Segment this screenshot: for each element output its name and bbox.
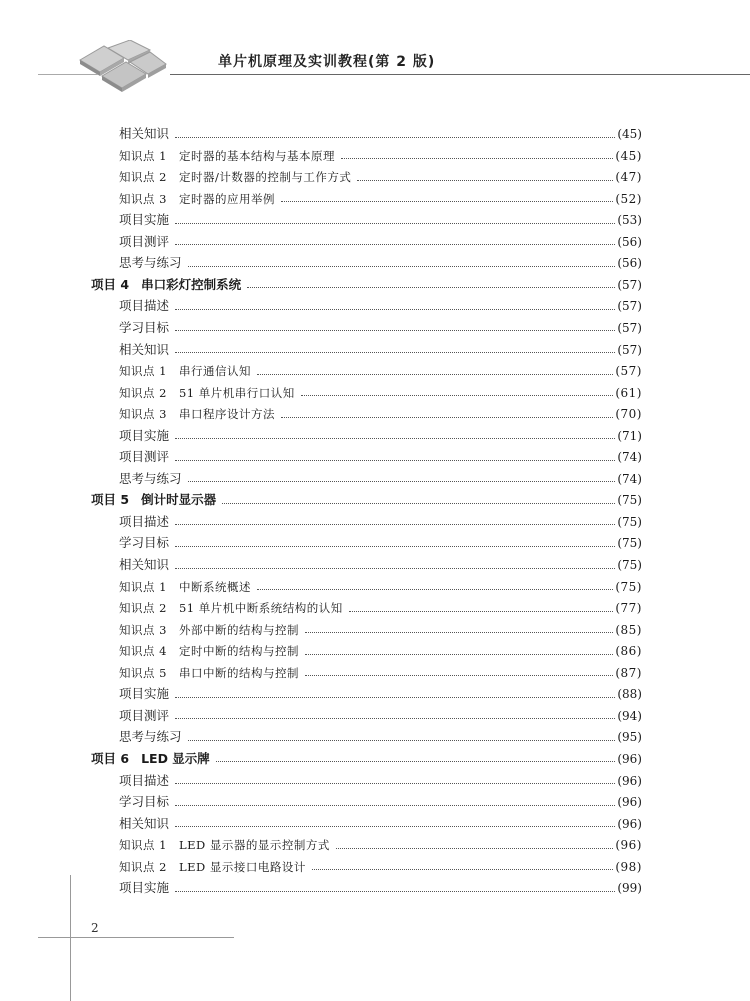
toc-label: 知识点 4 [119, 644, 167, 659]
toc-page-number: (56) [617, 256, 642, 271]
header-rule-left [38, 74, 98, 75]
toc-knowledge-row[interactable] [119, 404, 642, 424]
footer-rule [38, 937, 234, 938]
toc-section-row[interactable] [119, 512, 642, 532]
dot-leader [188, 740, 616, 741]
toc-label: 思考与练习 [119, 255, 182, 271]
dot-leader [281, 201, 613, 202]
toc-title: LED 显示接口电路设计 [178, 859, 306, 874]
toc-label: 项目描述 [119, 513, 170, 529]
dot-leader [175, 783, 615, 784]
toc-knowledge-row[interactable] [119, 620, 642, 640]
toc-label: 项目实施 [119, 212, 170, 228]
toc-label: 项目 5 [91, 492, 130, 508]
toc-section-row[interactable] [119, 469, 642, 489]
toc-section-row[interactable] [119, 792, 642, 812]
toc-section-row[interactable] [119, 296, 642, 316]
toc-page-number: (75) [615, 579, 642, 594]
dot-leader [175, 438, 615, 439]
dot-leader [341, 158, 613, 159]
toc-page-number: (75) [617, 493, 642, 508]
book-title: 单片机原理及实训教程(第 2 版) [218, 54, 436, 70]
toc-page-number: (94) [617, 708, 642, 723]
dot-leader [301, 395, 614, 396]
toc-label: 知识点 2 [119, 859, 167, 874]
toc-page-number: (75) [617, 536, 642, 551]
toc-page-number: (96) [617, 751, 642, 766]
toc-title: 倒计时显示器 [141, 492, 217, 508]
toc-page-number: (45) [617, 127, 642, 141]
dot-leader [188, 266, 616, 267]
toc-knowledge-row[interactable] [119, 835, 642, 855]
toc-label: 知识点 2 [119, 170, 167, 185]
toc-page-number: (61) [615, 385, 642, 400]
toc-page-number: (77) [615, 601, 642, 616]
toc-label: 项目实施 [119, 427, 170, 443]
toc-page-number: (99) [617, 881, 642, 896]
toc-label: 相关知识 [119, 126, 170, 141]
toc-knowledge-row[interactable] [119, 598, 642, 618]
footer-rule-vertical [70, 875, 71, 1001]
dot-leader [175, 309, 615, 310]
dot-leader [175, 460, 615, 461]
dot-leader [188, 481, 616, 482]
toc-knowledge-row[interactable] [119, 663, 642, 683]
toc-label: 学习目标 [119, 319, 170, 335]
toc-page-number: (45) [615, 148, 642, 163]
toc-label: 思考与练习 [119, 470, 182, 486]
dot-leader [312, 869, 613, 870]
toc-page-number: (75) [617, 558, 642, 572]
dot-leader [357, 180, 613, 181]
toc-title: 51 单片机串行口认知 [178, 385, 295, 400]
toc-page-number: (70) [615, 407, 642, 422]
dot-leader [305, 654, 613, 655]
dot-leader [175, 524, 615, 525]
toc-page-number: (52) [615, 191, 642, 206]
toc-label: 学习目标 [119, 535, 170, 551]
toc-page-number: (71) [617, 428, 642, 443]
toc-section-row[interactable] [119, 426, 642, 446]
toc-title: 串口中断的结构与控制 [178, 665, 299, 680]
toc-label: 知识点 2 [119, 385, 167, 400]
toc-label: 知识点 1 [119, 579, 167, 594]
dot-leader [349, 611, 614, 612]
toc-section-row[interactable] [119, 533, 642, 553]
toc-page-number: (57) [617, 277, 642, 292]
toc-title: 定时器的应用举例 [178, 191, 275, 206]
toc-label: 知识点 3 [119, 622, 167, 637]
dot-leader [175, 330, 615, 331]
toc-section-row[interactable] [119, 814, 642, 834]
dot-leader [222, 503, 615, 504]
toc-page-number: (75) [617, 514, 642, 529]
toc-title: 定时器的基本结构与基本原理 [178, 148, 335, 163]
toc-label: 项目测评 [119, 449, 170, 465]
toc-title: LED 显示器的显示控制方式 [178, 838, 330, 853]
toc-page-number: (57) [617, 342, 642, 357]
page-number: 2 [91, 921, 99, 935]
dot-leader [216, 761, 616, 762]
toc-section-row[interactable] [119, 706, 642, 726]
dot-leader [175, 805, 615, 806]
toc-section-row[interactable] [119, 771, 642, 791]
toc-page-number: (95) [617, 730, 642, 745]
toc-section-row[interactable] [119, 232, 642, 252]
toc-section-row[interactable] [119, 253, 642, 273]
toc-knowledge-row[interactable] [119, 361, 642, 381]
toc-knowledge-row[interactable] [119, 641, 642, 661]
dot-leader [175, 697, 615, 698]
header-rule [170, 74, 750, 75]
toc-title: 串口彩灯控制系统 [141, 276, 242, 292]
dot-leader [175, 546, 615, 547]
toc-label: 知识点 3 [119, 407, 167, 422]
dot-leader [247, 287, 615, 288]
toc-project-row[interactable] [91, 490, 642, 510]
dot-leader [175, 826, 615, 827]
toc-section-row[interactable] [119, 878, 642, 898]
toc-section-row[interactable] [119, 318, 642, 338]
toc-knowledge-row[interactable] [119, 383, 642, 403]
dot-leader [305, 632, 613, 633]
toc-page-number: (74) [617, 471, 642, 486]
toc-page-number: (96) [617, 795, 642, 810]
toc-page-number: (96) [617, 816, 642, 831]
toc-label: 学习目标 [119, 794, 170, 810]
toc-page-number: (88) [617, 687, 642, 702]
dot-leader [175, 223, 615, 224]
toc-knowledge-row[interactable] [119, 189, 642, 209]
toc-page-number: (86) [615, 644, 642, 659]
toc-label: 项目实施 [119, 880, 170, 896]
toc-label: 项目测评 [119, 233, 170, 249]
toc-section-row[interactable] [119, 124, 642, 144]
toc-label: 知识点 3 [119, 191, 167, 206]
toc-title: 51 单片机中断系统结构的认知 [178, 601, 343, 616]
toc-label: 知识点 1 [119, 148, 167, 163]
toc-page-number: (98) [615, 859, 642, 874]
toc-project-row[interactable] [91, 749, 642, 769]
toc-page-number: (96) [615, 838, 642, 853]
toc-label: 项目 6 [91, 750, 130, 766]
toc-title: LED 显示牌 [141, 750, 210, 766]
toc-title: 串行通信认知 [178, 364, 251, 379]
toc-title: 定时中断的结构与控制 [178, 644, 299, 659]
dot-leader [281, 417, 613, 418]
toc-label: 思考与练习 [119, 729, 182, 745]
toc-page-number: (47) [615, 170, 642, 185]
toc-label: 知识点 2 [119, 601, 167, 616]
dot-leader [175, 718, 615, 719]
toc-section-row[interactable] [119, 727, 642, 747]
toc-label: 知识点 1 [119, 838, 167, 853]
toc-title: 串口程序设计方法 [178, 407, 275, 422]
toc-page-number: (57) [615, 364, 642, 379]
toc-label: 项目实施 [119, 686, 170, 702]
toc-page-number: (74) [617, 450, 642, 465]
toc-page-number: (56) [617, 234, 642, 249]
toc-page-number: (57) [617, 320, 642, 335]
dot-leader [257, 589, 613, 590]
dot-leader [175, 244, 615, 245]
toc-label: 相关知识 [119, 341, 170, 357]
toc-label: 知识点 5 [119, 665, 167, 680]
dot-leader [305, 675, 613, 676]
toc-label: 知识点 1 [119, 364, 167, 379]
toc-project-row[interactable] [91, 275, 642, 295]
toc-section-row[interactable] [119, 340, 642, 360]
toc-page-number: (53) [617, 213, 642, 228]
toc-page-number: (57) [617, 299, 642, 314]
dot-leader [175, 891, 615, 892]
toc-label: 项目描述 [119, 772, 170, 788]
toc-page-number: (96) [617, 773, 642, 788]
toc-label: 项目 4 [91, 276, 130, 292]
book-logo-icon [78, 40, 168, 100]
toc-label: 项目描述 [119, 298, 170, 314]
toc-section-row[interactable] [119, 684, 642, 704]
toc-knowledge-row[interactable] [119, 167, 642, 187]
dot-leader [175, 568, 615, 569]
toc-label: 相关知识 [119, 557, 170, 572]
toc-title: 定时器/计数器的控制与工作方式 [178, 170, 352, 185]
dot-leader [175, 352, 615, 353]
toc-page-number: (87) [615, 665, 642, 680]
toc-knowledge-row[interactable] [119, 857, 642, 877]
toc-label: 项目测评 [119, 707, 170, 723]
toc-section-row[interactable] [119, 555, 642, 575]
toc-page-number: (85) [615, 622, 642, 637]
toc-title: 中断系统概述 [178, 579, 251, 594]
toc-knowledge-row[interactable] [119, 577, 642, 597]
toc-label: 相关知识 [119, 815, 170, 831]
dot-leader [336, 848, 613, 849]
dot-leader [257, 374, 613, 375]
toc-section-row[interactable] [119, 210, 642, 230]
toc-section-row[interactable] [119, 447, 642, 467]
toc-knowledge-row[interactable] [119, 146, 642, 166]
dot-leader [175, 137, 615, 138]
toc-title: 外部中断的结构与控制 [178, 622, 299, 637]
